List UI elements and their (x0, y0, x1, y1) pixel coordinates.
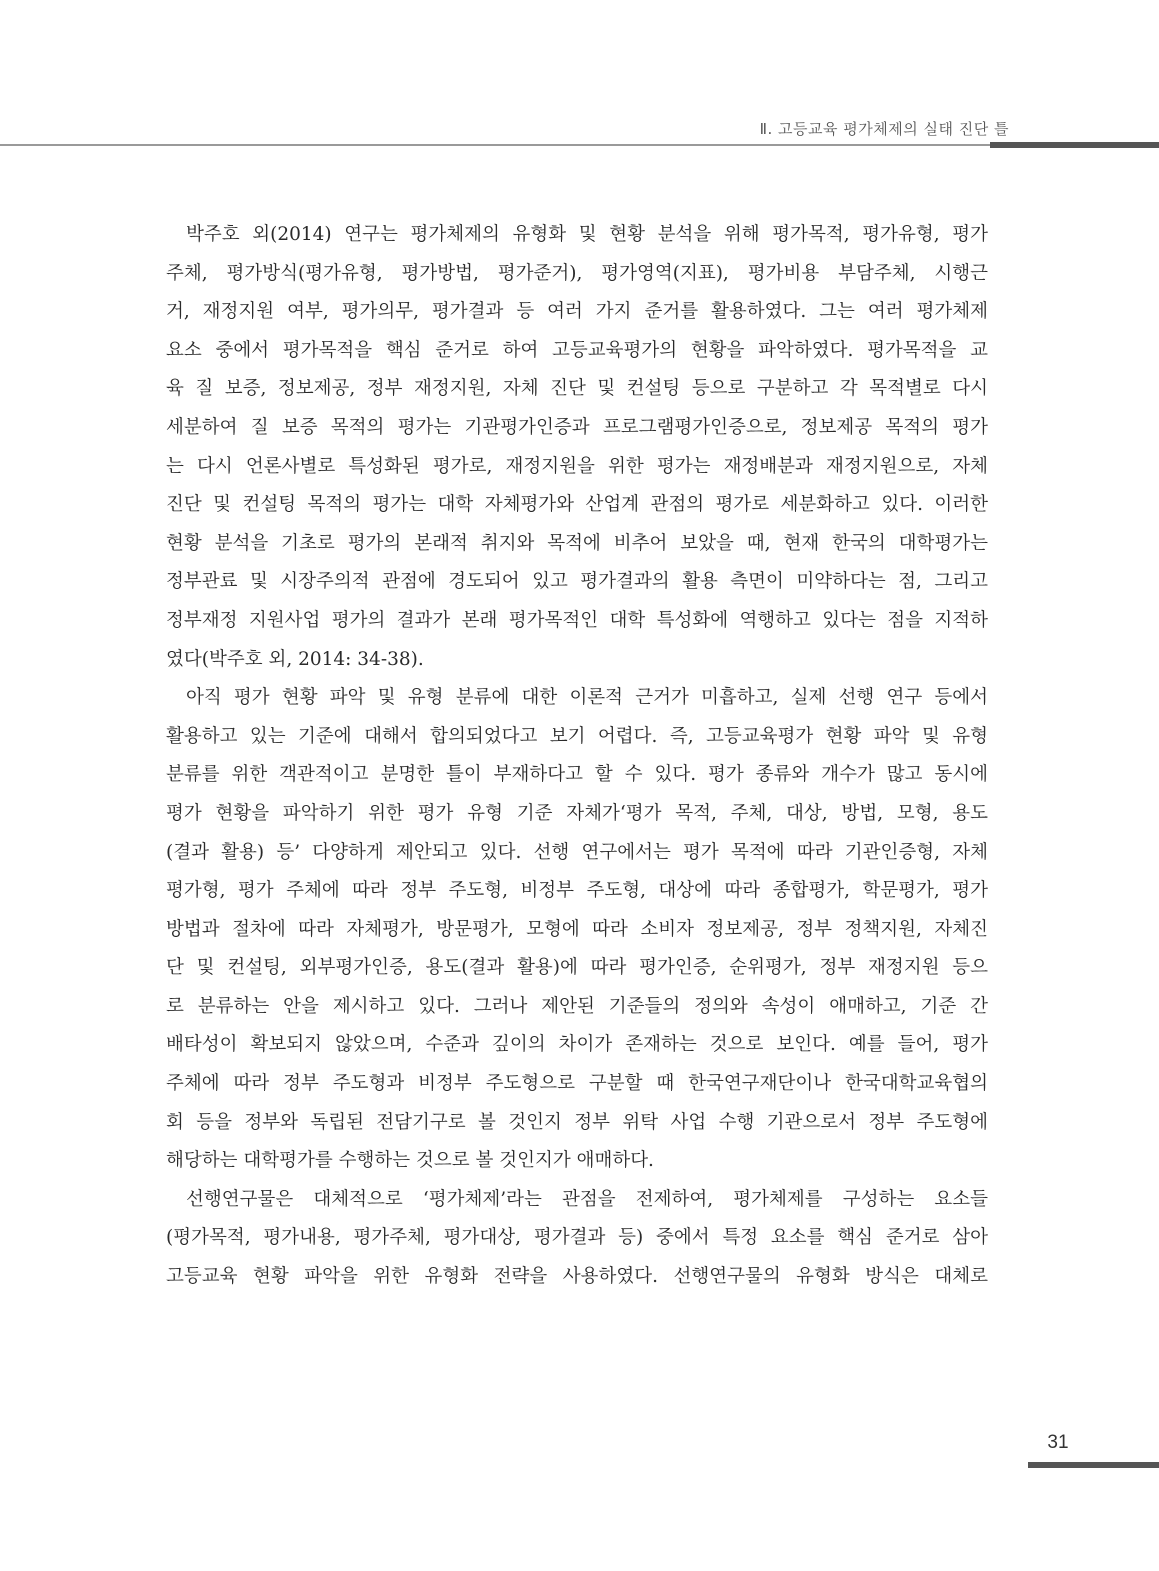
text-line: 평가형, 평가 주체에 따라 정부 주도형, 비정부 주도형, 대상에 따라 종합평가, 학문평가, 평가 (166, 880, 988, 902)
text-line: 세분하여 질 보증 목적의 평가는 기관평가인증과 프로그램평가인증으로, 정보제공 목적의 평가 (166, 416, 988, 438)
header-rule-accent (990, 142, 1159, 148)
text-line: 정부관료 및 시장주의적 관점에 경도되어 있고 평가결과의 활용 측면이 미약하다는 점, 그리고 (166, 571, 988, 593)
text-line: 박주호 외(2014) 연구는 평가체제의 유형화 및 현황 분석을 위해 평가목적, 평가유형, 평가 (186, 224, 988, 245)
paragraph (166, 216, 988, 679)
text-line: 단 및 컨설팅, 외부평가인증, 용도(결과 활용)에 따라 평가인증, 순위평가, 정부 재정지원 등으 (166, 957, 988, 979)
page-number: 31 (1047, 1432, 1069, 1453)
text-line: 육 질 보증, 정보제공, 정부 재정지원, 자체 진단 및 컨설팅 등으로 구분하고 각 목적별로 다시 (166, 378, 988, 400)
text-line: 방법과 절차에 따라 자체평가, 방문평가, 모형에 따라 소비자 정보제공, 정부 정책지원, 자체진 (166, 918, 988, 940)
paragraph (166, 679, 988, 1181)
running-header: Ⅱ. 고등교육 평가체제의 실태 진단 틀 (759, 120, 1009, 138)
text-line: 였다(박주호 외, 2014: 34-38). (166, 648, 424, 670)
text-line: 회 등을 정부와 독립된 전담기구로 볼 것인지 정부 위탁 사업 수행 기관으로서 정부 주도형에 (166, 1111, 988, 1133)
text-line: 분류를 위한 객관적이고 분명한 틀이 부재하다고 할 수 있다. 평가 종류와 개수가 많고 동시에 (166, 764, 988, 786)
text-line: 로 분류하는 안을 제시하고 있다. 그러나 제안된 기준들의 정의와 속성이 애매하고, 기준 간 (166, 995, 988, 1017)
text-line: 주체, 평가방식(평가유형, 평가방법, 평가준거), 평가영역(지표), 평가비용 부담주체, 시행근 (166, 262, 988, 284)
header-rule (0, 144, 990, 146)
text-line: 고등교육 현황 파악을 위한 유형화 전략을 사용하였다. 선행연구물의 유형화 방식은 대체로 (166, 1266, 988, 1288)
text-line: (결과 활용) 등’ 다양하게 제안되고 있다. 선행 연구에서는 평가 목적에 따라 기관인증형, 자체 (166, 841, 988, 863)
text-line: 평가 현황을 파악하기 위한 평가 유형 기준 자체가‘평가 목적, 주체, 대상, 방법, 모형, 용도 (166, 802, 988, 824)
text-line: 현황 분석을 기초로 평가의 본래적 취지와 목적에 비추어 보았을 때, 현재 한국의 대학평가는 (166, 532, 988, 554)
body-text (166, 216, 988, 1297)
text-line: 거, 재정지원 여부, 평가의무, 평가결과 등 여러 가지 준거를 활용하였다. 그는 여러 평가체제 (166, 301, 988, 323)
text-line: 정부재정 지원사업 평가의 결과가 본래 평가목적인 대학 특성화에 역행하고 있다는 점을 지적하 (166, 609, 988, 631)
text-line: 요소 중에서 평가목적을 핵심 준거로 하여 고등교육평가의 현황을 파악하였다. 평가목적을 교 (166, 339, 988, 361)
text-line: 선행연구물은 대체적으로 ‘평가체제’라는 관점을 전제하여, 평가체제를 구성하는 요소들 (186, 1188, 988, 1210)
paragraph (166, 1181, 988, 1297)
text-line: 는 다시 언론사별로 특성화된 평가로, 재정지원을 위한 평가는 재정배분과 재정지원으로, 자체 (166, 455, 988, 477)
text-line: 아직 평가 현황 파악 및 유형 분류에 대한 이론적 근거가 미흡하고, 실제 선행 연구 등에서 (186, 687, 988, 709)
footer-rule (1028, 1462, 1159, 1468)
text-line: 배타성이 확보되지 않았으며, 수준과 깊이의 차이가 존재하는 것으로 보인다. 예를 들어, 평가 (166, 1034, 988, 1056)
text-line: 활용하고 있는 기준에 대해서 합의되었다고 보기 어렵다. 즉, 고등교육평가 현황 파악 및 유형 (166, 725, 988, 747)
text-line: (평가목적, 평가내용, 평가주체, 평가대상, 평가결과 등) 중에서 특정 요소를 핵심 준거로 삼아 (166, 1227, 988, 1249)
text-line: 주체에 따라 정부 주도형과 비정부 주도형으로 구분할 때 한국연구재단이나 한국대학교육협의 (166, 1073, 988, 1095)
text-line: 해당하는 대학평가를 수행하는 것으로 볼 것인지가 애매하다. (166, 1150, 654, 1172)
text-line: 진단 및 컨설팅 목적의 평가는 대학 자체평가와 산업계 관점의 평가로 세분화하고 있다. 이러한 (166, 494, 988, 516)
